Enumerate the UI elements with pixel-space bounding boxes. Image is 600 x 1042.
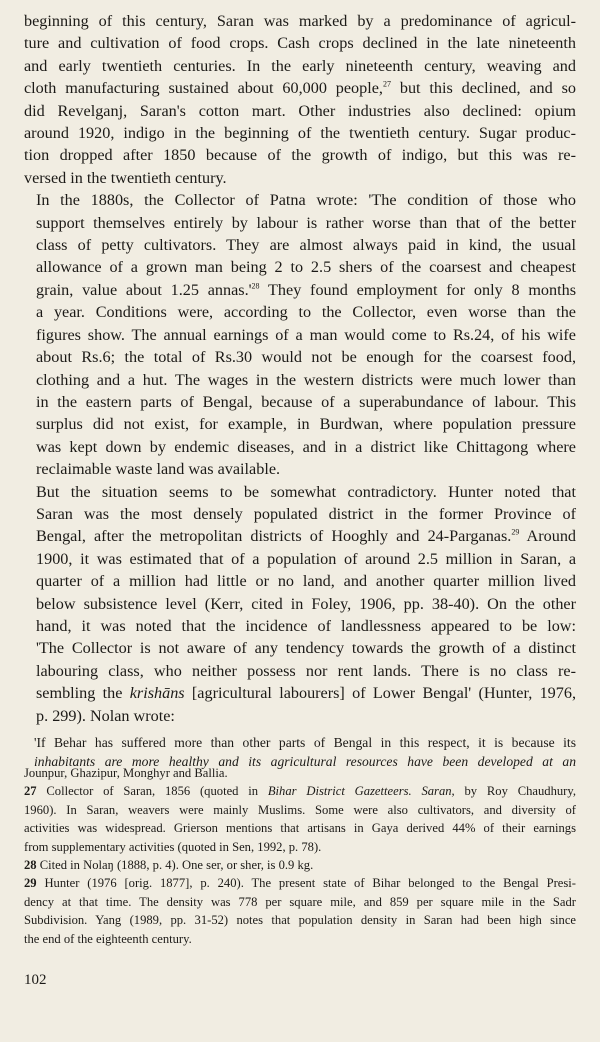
italic-term: krishāns (129, 684, 185, 703)
footnote-number: 29 (24, 876, 37, 891)
text-span: by Roy Chaudhury, (454, 784, 576, 799)
text-line: a year. Conditions were, according to the Collector, even worse than the (36, 303, 576, 322)
footnote-line: from supplementary activities (quoted in Sen, 1992, p. 78). (24, 839, 322, 854)
text-line: reclaimable waste land was available. (36, 460, 281, 479)
text-line: beginning of this century, Saran was marked by a predominance of agricul- (24, 12, 576, 30)
text-line: versed in the twentieth century. (24, 168, 227, 187)
text-line (24, 77, 576, 99)
text-line (24, 525, 576, 547)
footnote-continuation: Jounpur, Ghazipur, Monghyr and Ballia. (24, 766, 228, 780)
text-span: [agricultural labourers] of Lower Bengal' (Hunter, 1976, (184, 684, 576, 703)
text-line: class of petty cultivators. They are almost always paid in kind, the usual (36, 236, 576, 255)
text-line: about Rs.6; the total of Rs.30 would not be enough for the coarsest food, (36, 348, 576, 367)
text-line (24, 682, 576, 704)
text-span: Collector of Saran, 1856 (quoted in (36, 784, 268, 799)
text-line: clothing and a hut. The wages in the western districts were much lower than (36, 370, 576, 389)
paragraph-3 (24, 481, 576, 727)
text-line: figures show. The annual earnings of a man would come to Rs.24, of his wife (36, 325, 576, 344)
footnote-line: activities was widespread. Grierson mentions that artisans in Gaya derived 44% of their earnings (24, 821, 576, 836)
paragraph-1 (24, 10, 576, 189)
text-line: ture and cultivation of food crops. Cash crops declined in the late nineteenth (24, 34, 576, 53)
text-line: But the situation seems to be somewhat contradictory. Hunter noted that (36, 482, 576, 501)
quote-line: 'If Behar has suffered more than other parts of Bengal in this respect, it is because its (34, 735, 576, 750)
text-span: Around (519, 527, 577, 546)
quote-line: inhabitants are more healthy and its agricultural resources have been developed at an (34, 754, 576, 769)
footnote-line: the end of the eighteenth century. (24, 931, 192, 946)
footnotes (24, 764, 576, 948)
text-line: was kept down by endemic diseases, and in a district like Chittagong where (36, 437, 576, 456)
text-line: tion dropped after 1850 because of the growth of indigo, but this was re- (24, 146, 576, 165)
text-line: around 1920, indigo in the beginning of the twentieth century. Sugar produc- (24, 124, 576, 143)
text-line: quarter of a million had little or no land, and another quarter million lived (36, 572, 576, 591)
text-span: grain, value about 1.25 annas.' (36, 280, 252, 299)
footnote-line: dency at that time. The density was 778 per square mile, and 859 per square mile in the Sadr (24, 894, 576, 909)
text-span: Hunter (1976 [orig. 1877], p. 240). The present state of Bihar belonged to the Bengal Presi- (36, 876, 576, 891)
text-line: hand, it was noted that the incidence of landlessness appeared to be low: (36, 616, 576, 635)
footnote-number: 28 (24, 858, 37, 873)
footnote-27 (24, 782, 576, 800)
text-line: 1900, it was estimated that of a population of around 2.5 million in Saran, a (36, 549, 576, 568)
page-body (24, 10, 576, 771)
text-line: below subsistence level (Kerr, cited in Foley, 1906, pp. 38-40). On the other (36, 594, 576, 613)
footnote-ref-29[interactable]: 29 (511, 527, 520, 537)
paragraph-2 (24, 189, 576, 480)
text-span: They found employment for only 8 months (259, 280, 576, 299)
text-line: p. 299). Nolan wrote: (36, 706, 175, 725)
text-line: in the eastern parts of Bengal, because of a superabundance of labour. This (36, 392, 576, 411)
text-line: In the 1880s, the Collector of Patna wrote: 'The condition of those who (36, 191, 576, 210)
footnote-line: 1960). In Saran, weavers were mainly Muslims. Some were also cultivators, and diversity of (24, 802, 576, 817)
text-line: and early twentieth centuries. In the early nineteenth century, weaving and (24, 56, 576, 75)
text-span: Cited in Nolaŋ (1888, p. 4). One ser, or sher, is 0.9 kg. (36, 858, 314, 873)
italic-title: Bihar District Gazetteers. Saran, (267, 784, 455, 799)
text-line: allowance of a grown man being 2 to 2.5 shers of the coarsest and cheapest (36, 258, 576, 277)
text-span: but this declined, and so (390, 79, 576, 98)
footnote-28 (24, 856, 576, 874)
text-line: did Revelganj, Saran's cotton mart. Other industries also declined: opium (24, 101, 576, 120)
footnote-ref-28[interactable]: 28 (251, 281, 260, 291)
text-line: labouring class, who neither possess nor rent lands. There is no class re- (36, 661, 576, 680)
text-line: surplus did not exist, for example, in Burdwan, where population pressure (36, 415, 576, 434)
text-span: cloth manufacturing sustained about 60,000 people, (24, 79, 383, 98)
text-line: Saran was the most densely populated district in the former Province of (36, 504, 576, 523)
footnote-29 (24, 874, 576, 892)
text-span: Bengal, after the metropolitan districts of Hooghly and 24-Parganas. (36, 527, 512, 546)
text-span: sembling the (36, 684, 130, 703)
text-line: 'The Collector is not aware of any tendency towards the growth of a distinct (36, 639, 576, 658)
footnote-line: Subdivision. Yang (1989, pp. 31-52) notes that population density in Saran had been high since (24, 913, 576, 928)
page-number: 102 (24, 972, 47, 988)
text-line: support themselves entirely by labour is rather worse than that of the better (36, 213, 576, 232)
footnote-number: 27 (24, 784, 37, 799)
text-line (24, 279, 576, 301)
footnote-ref-27[interactable]: 27 (382, 79, 391, 89)
